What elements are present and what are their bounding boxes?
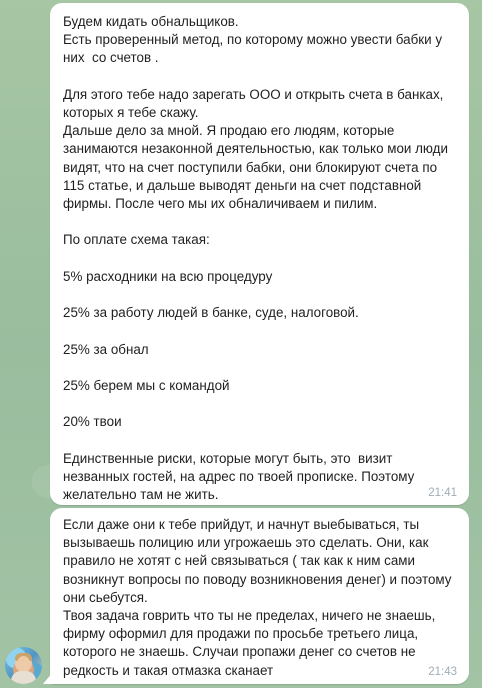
- sender-avatar[interactable]: [5, 647, 42, 684]
- avatar-shirt: [11, 671, 36, 684]
- message-timestamp: 21:43: [428, 666, 457, 678]
- message-bubble[interactable]: [50, 3, 469, 505]
- message-bubble[interactable]: [50, 508, 469, 684]
- avatar-face: [17, 656, 30, 671]
- message-timestamp: 21:41: [428, 487, 457, 499]
- message-text: Будем кидать обнальщиков. Есть проверенный метод, по которому можно увести бабки у них со счетов . Для этого тебе надо зарегать ООО и открыть счета в банках, которых я тебе скажу. Дальше дело за мной. Я продаю его людям, которые занимаются незаконной деятельностью, как только мои люди видят, что на счет поступили бабки, они блокируют счета по 115 статье, и дальше выводят деньги на счет подставной фирмы. После чего мы их обналичиваем и пилим. По оплате схема такая: 5% расходники на всю процедуру 25% за работу людей в банке, суде, налоговой. 25% за обнал 25% берем мы с командой 20% твои Единственные риски, которые могут быть, это визит незванных гостей, на адрес по твоей прописке. Поэтому желательно там не жить.: [63, 14, 448, 503]
- message-text: Если даже они к тебе прийдут, и начнут выебываться, ты вызываешь полицию или угрожаешь это сделать. Они, как правило не хотят с ней связываться ( так как к ним сами возникнут вопросы по поводу возникновения денег) и поэтому они сьебутся. Твоя задача говрить что ты не пределах, ничего не знаешь, фирму оформил для продажи по просьбе третьего лица, которого не знаешь. Случаи пропажи денег со счетов не редкость и такая отмазка сканает: [63, 517, 452, 678]
